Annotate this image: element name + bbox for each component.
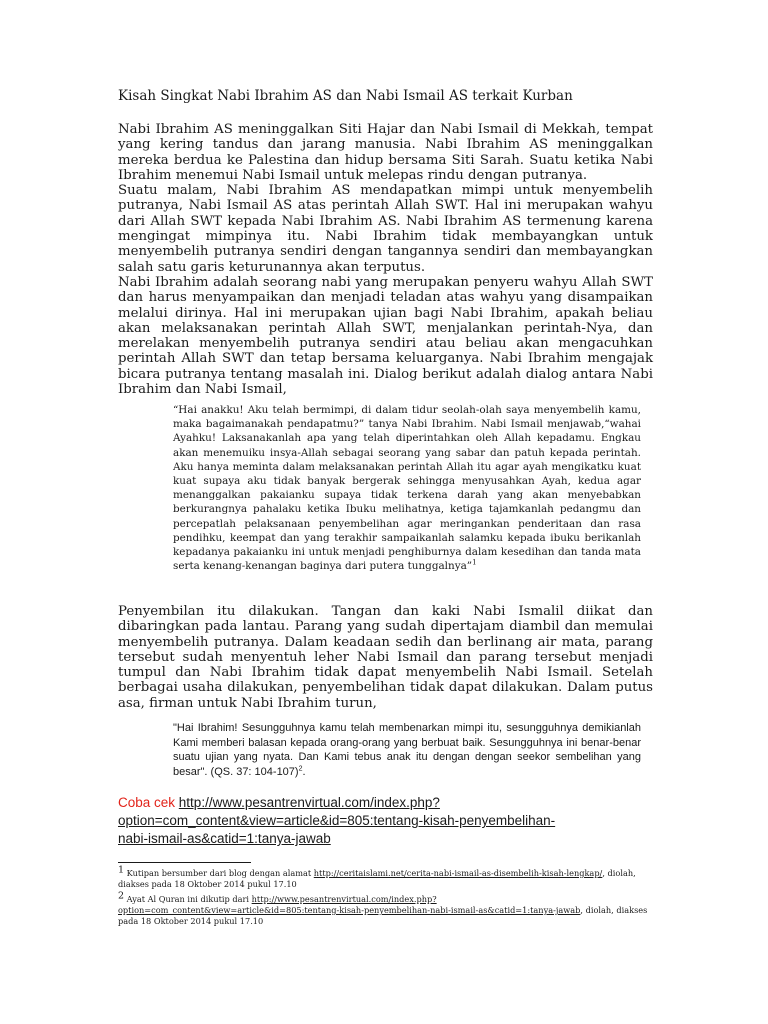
paragraph-4: Penyembilan itu dilakukan. Tangan dan kaki Nabi Ismalil diikat dan dibaringkan pada lantau. Parang yang sudah dipertajam diambil dan memulai menyembelih putranya. Dalam keadaan sedih dan berlinang air mata, parang tersebut sudah menyentuh leher Nabi Ismail dan parang tersebut menjadi tumpul dan Nabi Ibrahim tidak dapat menyembelih Nabi Ismail. Setelah berbagai usaha dilakukan, penyembelihan tidak dapat dilakukan. Dalam putus asa, firman untuk Nabi Ibrahim turun, xyxy=(118,604,653,711)
body-section-1 xyxy=(118,122,653,397)
footnote-2-suffix: , diolah, diakses pada 18 Oktober 2014 pukul 17.10 xyxy=(118,905,648,926)
document-title: Kisah Singkat Nabi Ibrahim AS dan Nabi Ismail AS terkait Kurban xyxy=(118,88,573,104)
source-link-line-2[interactable]: option=com_content&view=article&id=805:tentang-kisah-penyembelihan- xyxy=(118,813,556,828)
quote-quran xyxy=(173,721,641,779)
footnote-ref-2[interactable]: 2 xyxy=(298,764,303,772)
paragraph-1: Nabi Ibrahim AS meninggalkan Siti Hajar dan Nabi Ismail di Mekkah, tempat yang kering tandus dan jarang manusia. Nabi Ibrahim AS meninggalkan mereka berdua ke Palestina dan hidup bersama Siti Sarah. Suatu ketika Nabi Ibrahim menemui Nabi Ismail untuk melepas rindu dengan putranya. xyxy=(118,122,653,183)
footnote-1-suffix: , diolah, diakses pada 18 Oktober 2014 pukul 17.10 xyxy=(118,868,636,889)
footnote-2 xyxy=(118,890,653,927)
paragraph-3: Nabi Ibrahim adalah seorang nabi yang merupakan penyeru wahyu Allah SWT dan harus menyampaikan dan menjadi teladan atas wahyu yang disampaikan melalui dirinya. Hal ini merupakan ujian bagi Nabi Ibrahim, apakah beliau akan melaksanakan perintah Allah SWT, menjalankan perintah-Nya, dan merelakan menyembelih putranya sendiri atau beliau akan mengacuhkan perintah Allah SWT dan tetap bersama keluarganya. Nabi Ibrahim mengajak bicara putranya tentang masalah ini. Dialog berikut adalah dialog antara Nabi Ibrahim dan Nabi Ismail, xyxy=(118,274,653,398)
paragraph-2: Suatu malam, Nabi Ibrahim AS mendapatkan mimpi untuk menyembelih putranya, Nabi Ismail AS atas perintah Allah SWT. Hal ini merupakan wahyu dari Allah SWT kepada Nabi Ibrahim AS. Nabi Ibrahim AS termenung karena mengingat mimpinya itu. Nabi Ibrahim tidak membayangkan untuk menyembelih putranya sendiri dengan tangannya sendiri dan membayangkan salah satu garis keturunannya akan terputus. xyxy=(118,183,653,275)
quote-quran-text: "Hai Ibrahim! Sesungguhnya kamu telah membenarkan mimpi itu, sesungguhnya demikianlah Kami memberi balasan kepada orang-orang yang berbuat baik. Sesungguhnya ini benar-benar suatu ujian yang nyata. Dan Kami tebus anak itu dengan dengan seekor sembelihan yang besar". (QS. 37: 104-107) xyxy=(173,722,641,778)
footnote-ref-1[interactable]: 1 xyxy=(472,558,477,567)
source-link-line-3[interactable]: nabi-ismail-as&catid=1:tanya-jawab xyxy=(118,831,331,846)
source-link-line-1[interactable]: http://www.pesantrenvirtual.com/index.php? xyxy=(178,795,440,810)
footnote-2-number: 2 xyxy=(118,890,125,902)
body-section-2 xyxy=(118,604,653,711)
coba-cek-label: Coba cek xyxy=(118,795,179,810)
quote-dialog-text: “Hai anakku! Aku telah bermimpi, di dalam tidur seolah-olah saya menyembelih kamu, maka bagaimanakah pendapatmu?” tanya Nabi Ibrahim. Nabi Ismail menjawab,“wahai Ayahku! Laksanakanlah apa yang telah diperintahkan oleh Allah kepadamu. Engkau akan menemuiku insya-Allah sebagai seorang yang sabar dan patuh kepada perintah. Aku hanya meminta dalam melaksanakan perintah Allah itu agar ayah mengikatku kuat kuat supaya aku tidak banyak bergerak sehingga menyusahkan Ayah, kedua agar menanggalkan pakaianku supaya tidak terkena darah yang akan menyebabkan berkurangnya pahalaku ketika Ibuku melihatnya, ketiga tajamkanlah pedangmu dan percepatlah pelaksanaan penyembelihan agar meringankan penderitaan dan rasa pendihku, keempat dan yang terakhir sampaikanlah salamku kepada ibuku berikanlah kepadanya pakaianku ini untuk menjadi penghiburnya dalam kesedihan dan tanda mata serta kenang-kenangan baginya dari putera tunggalnya” xyxy=(173,404,641,573)
footnote-2-link[interactable]: http://www.pesantrenvirtual.com/index.php?option=com_content&view=article&id=805:tentang-kisah-penyembelihan-nabi-ismail-as&catid=1:tanya-jawab xyxy=(118,894,581,915)
quote-quran-end: . xyxy=(302,765,306,778)
footnote-1 xyxy=(118,864,653,890)
footnote-1-prefix: Kutipan bersumber dari blog dengan alamat xyxy=(124,868,314,878)
footnote-1-number: 1 xyxy=(118,864,125,876)
footnote-2-prefix: Ayat Al Quran ini dikutip dari xyxy=(124,894,252,904)
footnote-separator xyxy=(118,862,251,863)
quote-dialog xyxy=(173,403,641,573)
reference-link-block xyxy=(118,794,653,848)
footnote-1-link[interactable]: http://ceritaislami.net/cerita-nabi-ismail-as-disembelih-kisah-lengkap/ xyxy=(313,868,603,878)
